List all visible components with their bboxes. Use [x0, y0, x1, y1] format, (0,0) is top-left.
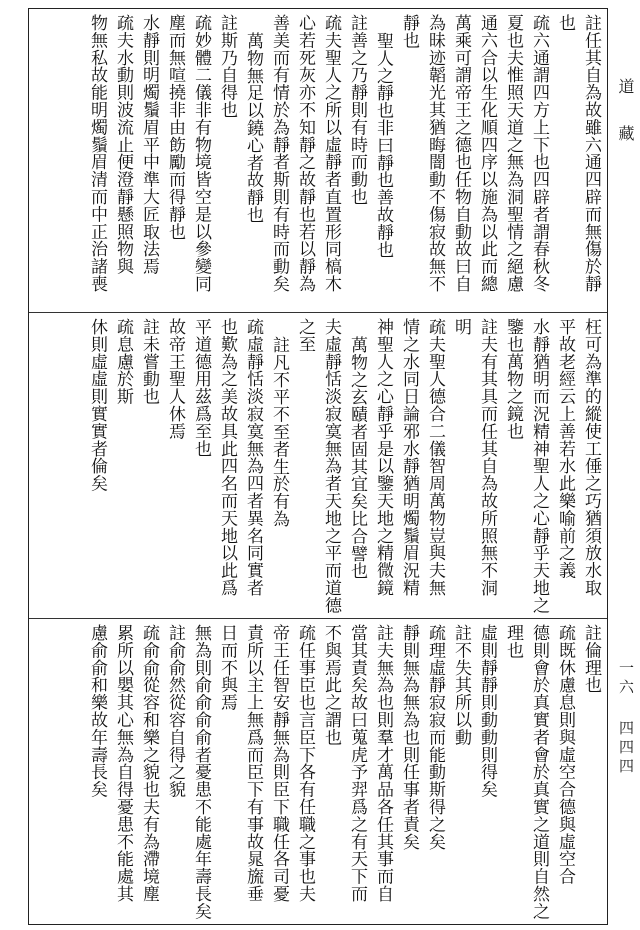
text-column: 疏息慮於斯	[113, 318, 133, 405]
text-column: 理也	[503, 624, 523, 659]
text-column: 聖人之靜也非曰靜也善故靜也	[373, 32, 393, 259]
text-column: 慮俞俞和樂故年壽長矣	[87, 624, 107, 798]
text-column: 神聖人之心靜乎是以鑒天地之精微鏡	[373, 318, 393, 597]
text-column: 善美而有情於為靜者斯則有時而動矣	[269, 14, 289, 293]
text-column: 註凡不平不至者生於有為	[269, 336, 289, 528]
text-column: 心若死灰亦不知靜之故靜也若以靜為	[295, 14, 315, 293]
text-column: 疏六通謂四方上下也四辟者謂春秋冬	[529, 14, 549, 293]
text-column: 水靜則明燭鬚眉平中準大匠取法焉	[139, 14, 159, 275]
collection-title: 道 藏	[616, 78, 635, 147]
text-column: 疏理虛靜寂寂而能動斯得之矣	[425, 624, 445, 851]
text-section-2	[32, 318, 604, 614]
text-column: 平道德用茲爲至也	[191, 318, 211, 458]
text-column: 靜則無為無為也則任事者責矣	[399, 624, 419, 851]
text-column: 之至	[295, 318, 315, 353]
section-divider-1	[29, 312, 607, 313]
text-column: 帝王任智安靜無為則臣下職任各司憂	[269, 624, 289, 903]
text-column: 責所以主上無爲而臣下有事故晁旒垂	[243, 624, 263, 903]
text-column: 萬物之玄賾者固其宜矣比合譬也	[347, 336, 367, 580]
text-column: 註夫無為也則羣才萬品各任其事而自	[373, 624, 393, 903]
text-column: 水靜猶明而況精神聖人之心靜乎天地之	[529, 318, 549, 614]
text-column: 註任其自為故雖六通四辟而無傷於靜	[581, 14, 601, 293]
text-column: 日而不與焉	[217, 624, 237, 711]
text-column: 疏夫水動則波流止便澄靜懸照物與	[113, 14, 133, 275]
text-section-3	[32, 624, 604, 920]
text-column: 虛則靜靜則動動則得矣	[477, 624, 497, 798]
text-column: 鑒也萬物之鏡也	[503, 318, 523, 440]
text-column: 為昧迹韜光其猶晦闇動不傷寂故無不	[425, 14, 445, 293]
text-column: 故帝王聖人休焉	[165, 318, 185, 440]
page-number: 一六 四四四	[617, 660, 635, 777]
text-section-1	[32, 14, 604, 308]
text-column: 無為則俞俞俞俞者憂患不能處年壽長矣	[191, 624, 211, 920]
text-column: 註不失其所以動	[451, 624, 471, 746]
text-column: 註善之乃靜則有時而動也	[347, 14, 367, 206]
text-column: 疏俞俞從容和樂之貌也夫有為滯境塵	[139, 624, 159, 903]
text-column: 平故老經云上善若水此樂喻前之義	[555, 318, 575, 579]
text-column: 疏妙體二儀非有物境皆空是以參變同	[191, 14, 211, 293]
text-column: 夫虛靜恬淡寂寞無為者天地之平而道德	[321, 318, 341, 614]
text-column: 德則會於真實者會於真實之道則自然之	[529, 624, 549, 920]
text-column: 註未嘗動也	[139, 318, 159, 405]
text-column: 累所以嬰其心無為自得憂患不能處其	[113, 624, 133, 903]
section-divider-2	[29, 618, 607, 619]
text-column: 也歎為之美故具此四名而天地以此爲	[217, 318, 237, 597]
text-column: 當其責矣故曰蒐虎予羿爲之有天下而	[347, 624, 367, 903]
text-column: 疏任事臣也言臣下各有任職之事也夫	[295, 624, 315, 903]
text-column: 疏虛靜恬淡寂寞無為四者異名同實者	[243, 318, 263, 597]
text-column: 也	[555, 14, 575, 32]
text-column: 情之水同日論邪水靜猶明燭鬚眉況精	[399, 318, 419, 597]
text-column: 萬乘可謂帝王之德也任物自動故曰自	[451, 14, 471, 293]
text-column: 枉可為準的縱使工倕之巧猶須放水取	[581, 318, 601, 597]
text-column: 休則虛虛則實實者倫矣	[87, 318, 107, 492]
text-column: 明	[451, 318, 471, 336]
text-column: 萬物無足以鐃心者故靜也	[243, 32, 263, 224]
text-column: 註俞俞然從容自得之貌	[165, 624, 185, 798]
text-column: 註夫有其具而任其自為故所照無不洞	[477, 318, 497, 597]
text-column: 通六合以生化順四序以施為以此而總	[477, 14, 497, 293]
text-column: 註倫理也	[581, 624, 601, 694]
text-column: 物無私故能明燭鬚眉清而中正治諸喪	[87, 14, 107, 293]
text-column: 不與焉此之謂也	[321, 624, 341, 746]
text-column: 疏夫聖人德合二儀智周萬物豈與夫無	[425, 318, 445, 597]
text-column: 疏既休慮息則與虛空合德與虛空合	[555, 624, 575, 885]
text-column: 疏夫聖人之所以虛靜者直置形同槁木	[321, 14, 341, 293]
text-column: 夏也夫惟照天道之無為洞聖情之絕慮	[503, 14, 523, 293]
text-column: 塵而無喧撓非由飭勵而得靜也	[165, 14, 185, 241]
text-column: 註斯乃自得也	[217, 14, 237, 119]
text-column: 靜也	[399, 14, 419, 49]
